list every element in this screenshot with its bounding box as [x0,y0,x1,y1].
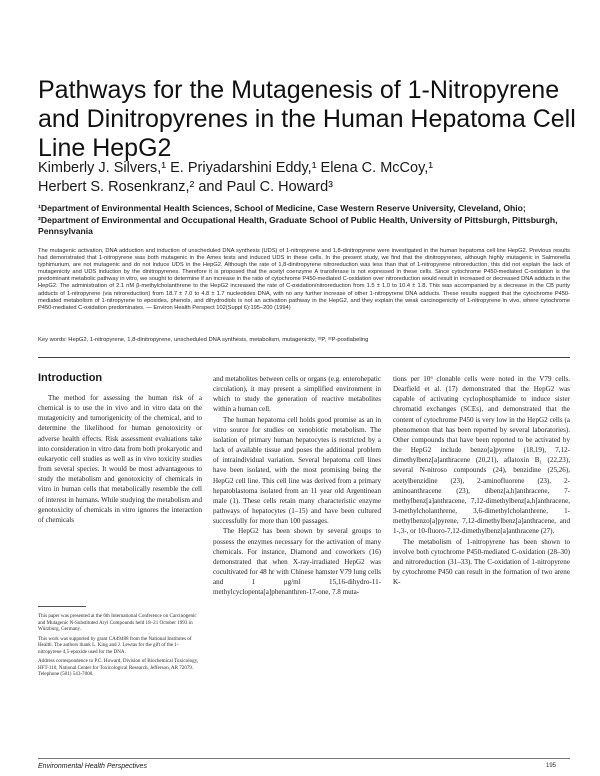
page-number: 195 [546,763,557,769]
paragraph: The method for assessing the human risk of a chemical is to use the in vivo and in vitro data on the mutagenicity and tumorigenicity of the chemical, and to determine the likelihood for human genotoxicity or adverse health effects. Risk assessment evaluations take into consideration in vitro data from both prokaryotic and eukaryotic cell studies as well as in vivo toxicity studies from several species. It would be most advantageous to study the metabolism and genotoxicity of chemicals in vitro in human cells that metabolically resemble the cell of interest in humans. While studying the metabolism and genotoxicity of chemicals in vitro ignores the interaction of chemicals [38,394,202,524]
author-list [38,159,578,197]
paragraph: tions per 10⁶ clonable cells were noted in the V79 cells. Dearfield et al. (17) demonstrated that the HepG2 was capable of activating cyclophosphamide to induce sister chromatid exchanges (SCEs), and demonstrated that the content of cytochrome P450 is very low in the HepG2 cells (a phenomenon that has been reported by several laboratories). Other compounds that have been reported to be activated by the HepG2 include benzo[a]pyrene (18,19), 7,12-dimethylbenz[a]anthracene (20,21), aflatoxin B₁ (22,23), several N-nitroso compounds (24), benzidine (25,26), acetylbenzidine (23), 2-aminofluorene (23), 2-aminoanthracene (23), dibenz[a,h]anthracene, 7-methylbenz[a]anthracene, 7,12-dimethylbenz[a,h]anthracene, 3-methylcholanthrene, 3,6-dimethylcholanthrene, 1-methylbenzo[a]pyrene, 7,12-dimethylbenz[a]anthracene, and 1-,3-, or 10-fluoro-7,12-dimethylbenz[a]anthracene (27). [393,375,570,536]
paragraph: The metabolism of 1-nitropyrene has been shown to involve both cytochrome P450-mediated C-oxidation (28–30) and nitroreduction (31–33). The C-oxidation of 1-nitropyrene by cytochrome P450 can result in the formation of two arene K- [393,537,570,587]
footnote: Address correspondence to P.C. Howard, Division of Biochemical Toxicology, HFT-110, National Center for Toxicological Research, Jefferson, AR 72079. Telephone (501) 543-7000. [38,658,199,677]
journal-name: Environmental Health Perspectives [38,763,147,770]
paragraph: The HepG2 has been shown by several groups to possess the enzymes necessary for the activation of many chemicals. For instance, Diamond and coworkers (16) demonstrated that when X-ray-irradiated HepG2 was cocultivated for 48 hr with Chinese hamster V79 lung cells and 1 µg/ml 15,16-dihydro-11-methylcyclopenta[a]phenanthren-17-one, 7.8 muta- [213,527,381,597]
authors-line-2: Herbert S. Rosenkranz,² and Paul C. Howard³ [38,179,333,195]
paragraph: The human hepatoma cell holds good promise as an in vitro source for studies on xenobiotic metabolism. The isolation of primary human hepatocytes is restricted by a lack of available tissue and poses the additional problem of intraindividual variation. Several hepatoma cell lines have been isolated, with the most promising being the HepG2 cell line. This cell line was derived from a primary hepatoblastoma isolated from an 11 year old Argentinean male (1). These cells retain many characteristic enzyme pathways of hepatocytes (1–15) and have been cultured successfully for more than 100 passages. [213,415,381,526]
affiliations: ¹Department of Environmental Health Sciences, School of Medicine, Case Western Reserve University, Cleveland, Ohio; ²Department of Environmental and Occupational Health, Graduate School of Public Health, University of Pittsburgh, Pittsburgh, Pennsylvania [38,203,558,236]
body-column-3 [393,374,570,587]
article-title: Pathways for the Mutagenesis of 1-Nitropyrene and Dinitropyrenes in the Human Hepatoma Cell Line HepG2 [38,76,576,162]
footnote: This paper was presented at the 6th International Conference on Carcinogenic and Mutagenic N-Substituted Aryl Compounds held 18–21 October 1993 in Würzburg, Germany. [38,613,197,632]
keywords: Key words: HepG2, 1-nitropyrene, 1,8-dinitropyrene, unscheduled DNA synthesis, metabolism, mutagenicity, ³²P, ³²P-postlabeling [38,337,369,343]
paragraph: and metabolites between cells or organs (e.g. enterohepatic circulation), it may present a simplified environment in which to study the generation of reactive metabolites within a human cell. [213,375,381,414]
body-column-1 [38,393,202,525]
footnote-divider [38,606,86,607]
authors-line-1: Kimberly J. Silvers,¹ E. Priyadarshini Eddy,¹ Elena C. McCoy,¹ [38,160,434,176]
footnotes [38,613,202,681]
body-column-2 [213,374,381,597]
header-divider [38,357,570,358]
abstract: The mutagenic activation, DNA adduction and induction of unscheduled DNA synthesis (UDS) of 1-nitropyrene and 1,8-dinitropyrene were investigated in the human hepatoma cell line HepG2. Previous results had demonstrated that 1-nitropyrene was both mutagenic in the Ames tests and induced UDS in these cells. In the present study, we find that the dinitropyrenes, although highly mutagenic in Salmonella typhimurium, are not mutagenic and do not induce UDS in the HepG2. Although the rate of 1,8-dinitropyrene nitroreduction was less than that of 1-nitropyrene nitroreduction, this did not explain the lack of mutagenicity and UDS induction by the dinitropyrenes. Therefore it is proposed that the acetyl coenzyme A transferase is not expressed in these cells. Since cytochrome P450-mediated C-oxidation is the predominant metabolic pathway in vitro, we sought to determine if an increase in the ratio of cytochrome P450-mediated C-oxidation over nitroreduction would result in increased or decreased DNA adducts in the HepG2. The administration of 2.1 nM β-methylcholanthrene to the HepG2 increased the rate of C-oxidation/nitroreduction from 1.5 ± 1.0 to 10.4 ± 1.8. This was accompanied by a decrease in the CB purity adducts of 1-nitropyrene (via nitroreduction) from 18.7 ± 7.0 to 4.8 ± 1.7 nucleotides DNA, with no any further increase of other 1-nitropyrene DNA adducts. These results suggest that the cytochrome P450-mediated metabolism of 1-nitropyrene to epoxides, phenols, and dihydrodiols is not an activation pathway in the HepG2, and they explain the weak carcinogenicity of 1-nitropyrene in vivo, where cytochrome P450-mediated C-oxidation predominates. — Environ Health Perspect 102(Suppl 6):195–200 (1994) [38,248,570,311]
footnote: This work was supported by grant CA49488 from the National Institutes of Health. The authors thank L. King and J. Lewtas for the gift of the 1-nitropyrene 4,5-epoxide used for the DNA. [38,635,192,655]
section-heading-introduction: Introduction [38,372,103,384]
footer-divider [38,758,570,759]
